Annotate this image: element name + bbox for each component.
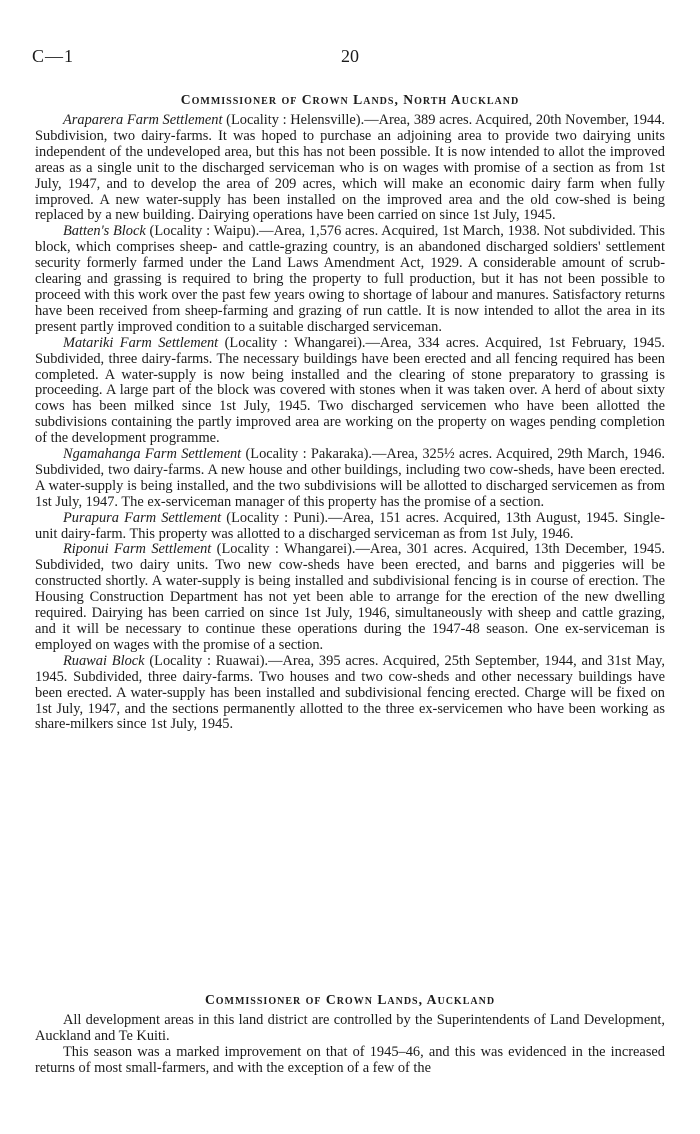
settlement-name: Purapura Farm Settlement	[63, 509, 222, 526]
settlement-text: (Locality : Whangarei).—Area, 334 acres. Acquired, 1st February, 1945. Subdivided, three dairy-farms. The necessary buildings have been erected and all fencing required has been completed. A water-supply is now being installed and the clearing of stone preparatory to grassing is proceeding. A large part of the block was covered with stones when it was taken over. A herd of about sixty cows has been milked since 1st July, 1945. Two discharged servicemen who have been allotted the subdivisions containing the partly improved area are working on the property on wages pending completion of the development programme.	[35, 334, 665, 447]
settlement-paragraph	[35, 224, 665, 335]
body-paragraph: This season was a marked improvement on that of 1945–46, and this was evidenced in the increased returns of most small-farmers, and with the exception of a few of the	[35, 1043, 665, 1076]
body-paragraph: All development areas in this land district are controlled by the Superintendents of Land Development, Auckland and Te Kuiti.	[35, 1012, 665, 1044]
settlement-name: Matariki Farm Settlement	[63, 334, 219, 351]
settlement-name: Batten's Block	[63, 223, 146, 240]
settlement-paragraph	[35, 542, 665, 653]
settlement-text: (Locality : Helensville).—Area, 389 acres. Acquired, 20th November, 1944. Subdivision, two dairy-farms. It was hoped to purchase an adjoining area to provide two dairying units independent of the undeveloped area, but this has not been possible. It is now intended to allot the improved areas as a single unit to the discharged serviceman who is on wages with promise of a section as from 1st July, 1947, and to develop the area of 209 acres, which will make an economic dairy farm when fully improved. A new water-supply has been installed on the improved area and the old cow-shed is being replaced by a new building. Dairying operations have been carried on since 1st July, 1945.	[35, 112, 665, 224]
settlement-text: (Locality : Ruawai).—Area, 395 acres. Acquired, 25th September, 1944, and 31st May, 1945. Subdivided, three dairy-farms. Two houses and two cow-sheds and other necessary buildings have been erected. A water-supply has been installed and subdivisional fencing erected. Charge will be fixed on 1st July, 1947, and the sections permanently allotted to the three ex-servicemen who have been working as share-milkers since 1st July, 1945.	[35, 652, 665, 733]
document-reference: C—1	[32, 46, 75, 66]
settlement-paragraph	[35, 511, 665, 543]
settlement-text: (Locality : Waipu).—Area, 1,576 acres. Acquired, 1st March, 1938. Not subdivided. This block, which comprises sheep- and cattle-grazing country, is an abandoned discharged soldiers' settlement security formerly farmed under the Land Laws Amendment Act, 1929. A considerable amount of scrub-clearing and grassing is required to bring the property to full production, but it has not been possible to proceed with this work over the past few years owing to shortage of labour and manures. Satisfactory returns have been received from sheep-farming and grazing of run cattle. It is now intended to allot the area in its present partly improved condition to a suitable discharged serviceman.	[35, 223, 665, 335]
page-number: 20	[341, 46, 359, 66]
section-body-auckland	[35, 1013, 665, 1077]
settlement-paragraph	[35, 113, 665, 224]
settlement-text: (Locality : Puni).—Area, 151 acres. Acquired, 13th August, 1945. Single-unit dairy-farm. This property was allotted to a discharged serviceman as from 1st July, 1946.	[35, 509, 665, 542]
settlement-name: Riponui Farm Settlement	[63, 541, 212, 558]
settlement-paragraph	[35, 336, 665, 447]
section-body-north-auckland	[35, 113, 665, 733]
settlement-text: (Locality : Pakaraka).—Area, 325½ acres. Acquired, 29th March, 1946. Subdivided, two dairy-farms. A new house and other buildings, including two cow-sheds, have been erected. A water-supply is being installed, and the two subdivisions will be allotted to discharged servicemen as from 1st July, 1947. The ex-serviceman manager of this property has the promise of a section.	[35, 446, 666, 510]
settlement-name: Ruawai Block	[63, 652, 145, 669]
section-heading-auckland: Commissioner of Crown Lands, Auckland	[204, 992, 496, 1007]
settlement-paragraph	[35, 447, 665, 511]
section-heading-north-auckland: Commissioner of Crown Lands, North Auckland	[180, 92, 520, 107]
settlement-name: Araparera Farm Settlement	[63, 112, 223, 128]
settlement-paragraph	[35, 654, 665, 734]
settlement-text: (Locality : Whangarei).—Area, 301 acres. Acquired, 13th December, 1945. Subdivided, two dairy units. Two new cow-sheds have been erected, and barns and piggeries will be constructed shortly. A water-supply is being installed and subdivisional fencing is in course of erection. The Housing Construction Department has not yet been able to arrange for the erection of the new dwelling required. Dairying has been carried on since 1st July, 1946, simultaneously with sheep and cattle grazing, and it will be necessary to continue these operations during the 1947-48 season. One ex-serviceman is employed on wages with the promise of a section.	[35, 541, 665, 653]
settlement-name: Ngamahanga Farm Settlement	[63, 446, 242, 463]
